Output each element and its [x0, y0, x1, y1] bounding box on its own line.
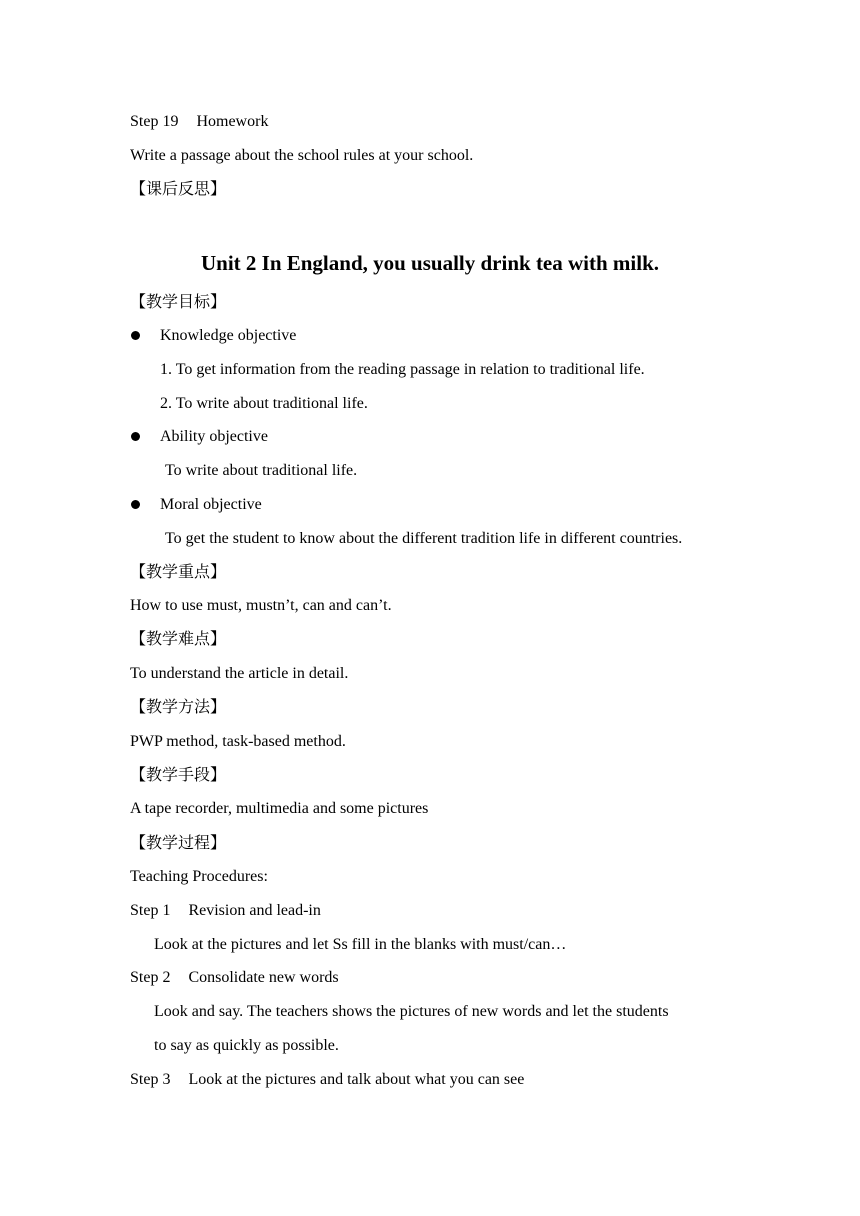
step-detail: Look at the pictures and let Ss fill in the blanks with must/can… — [154, 936, 567, 953]
bullet-icon — [131, 331, 140, 340]
knowledge-item: 2. To write about traditional life. — [160, 395, 368, 412]
step-title: Homework — [196, 113, 269, 130]
step-label: Step 2 — [130, 969, 171, 986]
unit-title: Unit 2 In England, you usually drink tea with milk. — [200, 251, 660, 275]
ability-objective-text: To write about traditional life. — [165, 462, 358, 479]
step-title: Consolidate new words — [188, 969, 339, 986]
step-19-heading — [130, 112, 268, 132]
difficult-points-text: To understand the article in detail. — [130, 665, 349, 682]
step-detail: Look and say. The teachers shows the pictures of new words and let the students — [154, 1003, 669, 1020]
aids-heading: 【教学手段】 — [130, 765, 227, 784]
moral-objective-label: Moral objective — [160, 496, 262, 513]
difficult-points-heading: 【教学难点】 — [130, 629, 227, 648]
key-points-heading: 【教学重点】 — [130, 562, 227, 581]
aids-text: A tape recorder, multimedia and some pictures — [130, 800, 429, 817]
step-title: Revision and lead-in — [188, 902, 321, 919]
key-points-text: How to use must, mustn’t, can and can’t. — [130, 597, 392, 614]
process-intro: Teaching Procedures: — [130, 868, 268, 885]
step-heading — [130, 968, 339, 988]
process-heading: 【教学过程】 — [130, 833, 227, 852]
bullet-icon — [131, 500, 140, 509]
step-detail: to say as quickly as possible. — [154, 1037, 339, 1054]
step-heading — [130, 1070, 524, 1090]
methods-heading: 【教学方法】 — [130, 697, 227, 716]
reflection-heading: 【课后反思】 — [130, 179, 227, 198]
step-label: Step 3 — [130, 1071, 171, 1088]
step-heading — [130, 901, 321, 921]
knowledge-item: 1. To get information from the reading passage in relation to traditional life. — [160, 361, 645, 378]
ability-objective-label: Ability objective — [160, 428, 268, 445]
step-label: Step 1 — [130, 902, 171, 919]
moral-objective-text: To get the student to know about the different tradition life in different countries. — [165, 530, 683, 547]
homework-text: Write a passage about the school rules at your school. — [130, 147, 474, 164]
knowledge-objective-label: Knowledge objective — [160, 327, 297, 344]
methods-text: PWP method, task-based method. — [130, 733, 346, 750]
objectives-heading: 【教学目标】 — [130, 292, 227, 311]
step-label: Step 19 — [130, 113, 179, 130]
bullet-icon — [131, 432, 140, 441]
step-title: Look at the pictures and talk about what you can see — [188, 1071, 525, 1088]
